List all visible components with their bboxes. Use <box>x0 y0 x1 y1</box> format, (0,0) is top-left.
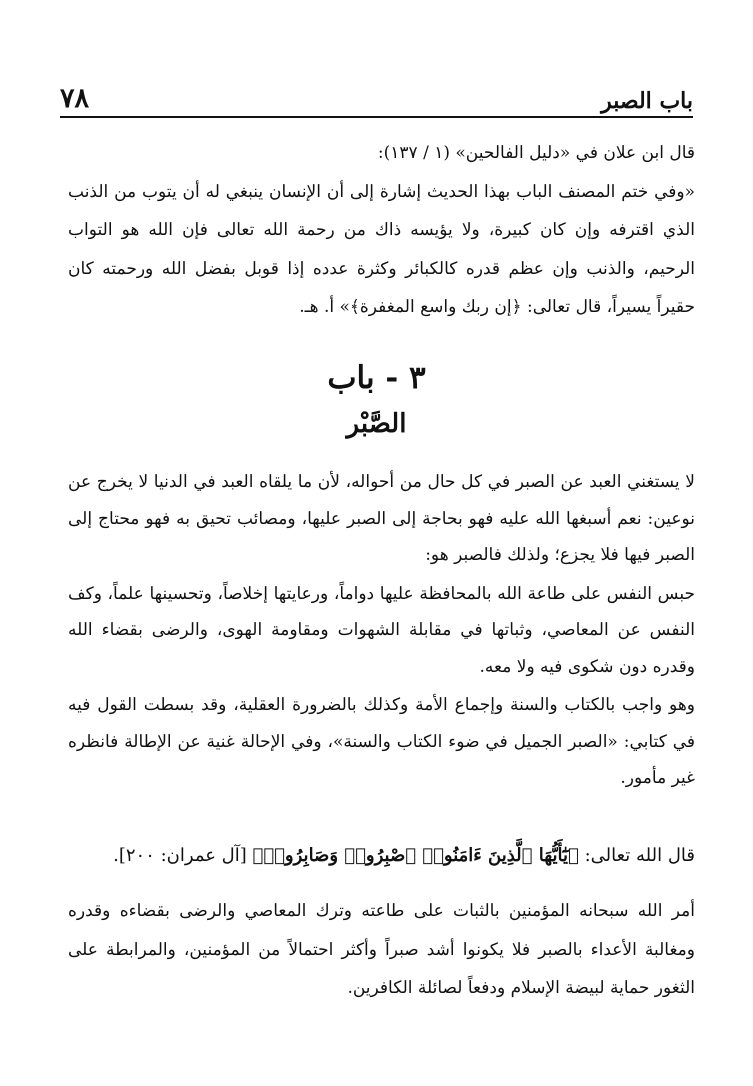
chapter-number: ٣ - باب <box>327 360 426 396</box>
verse-commentary <box>68 892 695 1008</box>
quote-text: «وفي ختم المصنف الباب بهذا الحديث إشارة إلى أن الإنسان ينبغي له أن يتوب من الذنب الذي اقترفه وإن كان كبيرة، ولا يؤيسه ذاك من رحمة الله تعالى فإن الله هو التواب الرحيم، والذنب وإن عظم قدره كالكبائر وكثرة عدده إذا قوبل بفضل الله ورحمته كان حقيراً يسيراً، قال تعالى: ﴿إن ربك واسع المغفرة﴾» أ. هـ. <box>68 181 695 317</box>
page-header <box>60 78 693 112</box>
header-rule <box>60 116 693 118</box>
paragraph: حبس النفس على طاعة الله بالمحافظة عليها دواماً، ورعايتها إخلاصاً، وتحسينها علماً، وكف النفس عن المعاصي، وثباتها في مقابلة الشهوات ومقاومة الهوى، والرضى بقضاء الله وقدره دون شكوى فيه ولا معه. <box>68 583 695 677</box>
paragraph: وهو واجب بالكتاب والسنة وإجماع الأمة وكذلك بالضرورة العقلية، وقد بسطت القول فيه في كتابي: «الصبر الجميل في ضوء الكتاب والسنة»، وفي الإحالة غنية عن الإطالة فانظره غير مأمور. <box>68 695 695 788</box>
paragraph: أمر الله سبحانه المؤمنين بالثبات على طاعته وترك المعاصي والرضى بقضاءه وقدره ومغالبة الأعداء بالصبر فلا يكونوا أشد صبراً وأكثر احتمالاً من المؤمنين، والمرابطة على الثغور حماية لبيضة الإسلام ودفعاً لصائلة الكافرين. <box>68 901 695 998</box>
chapter-title: الصَّبْر <box>346 409 407 439</box>
paragraph: لا يستغني العبد عن الصبر في كل حال من أحواله، لأن ما يلقاه العبد في الدنيا لا يخرج عن نوعين: نعم أسبغها الله عليه فهو بحاجة إلى الصبر عليها، ومصائب تحيق به فهو محتاج إلى الصبر فيها فلا يجزع؛ ولذلك فالصبر هو: <box>68 472 695 565</box>
verse-text: ﴿يَٰٓأَيُّهَا ٱلَّذِينَ ءَامَنُوا۟ ٱصْبِرُوا۟ وَصَابِرُوا۟﴾ <box>252 845 579 866</box>
intro-quotation <box>68 134 695 327</box>
chapter-heading <box>0 358 753 442</box>
chapter-body <box>68 464 695 797</box>
quran-verse-line <box>68 836 695 876</box>
page-number: ٧٨ <box>60 83 90 114</box>
running-title: باب الصبر <box>601 88 693 114</box>
quote-source-line: قال ابن علان في «دليل الفالحين» (١ / ١٣٧): <box>377 143 695 163</box>
verse-lead: قال الله تعالى: <box>584 845 695 866</box>
verse-reference: [آل عمران: ٢٠٠]. <box>113 845 247 866</box>
